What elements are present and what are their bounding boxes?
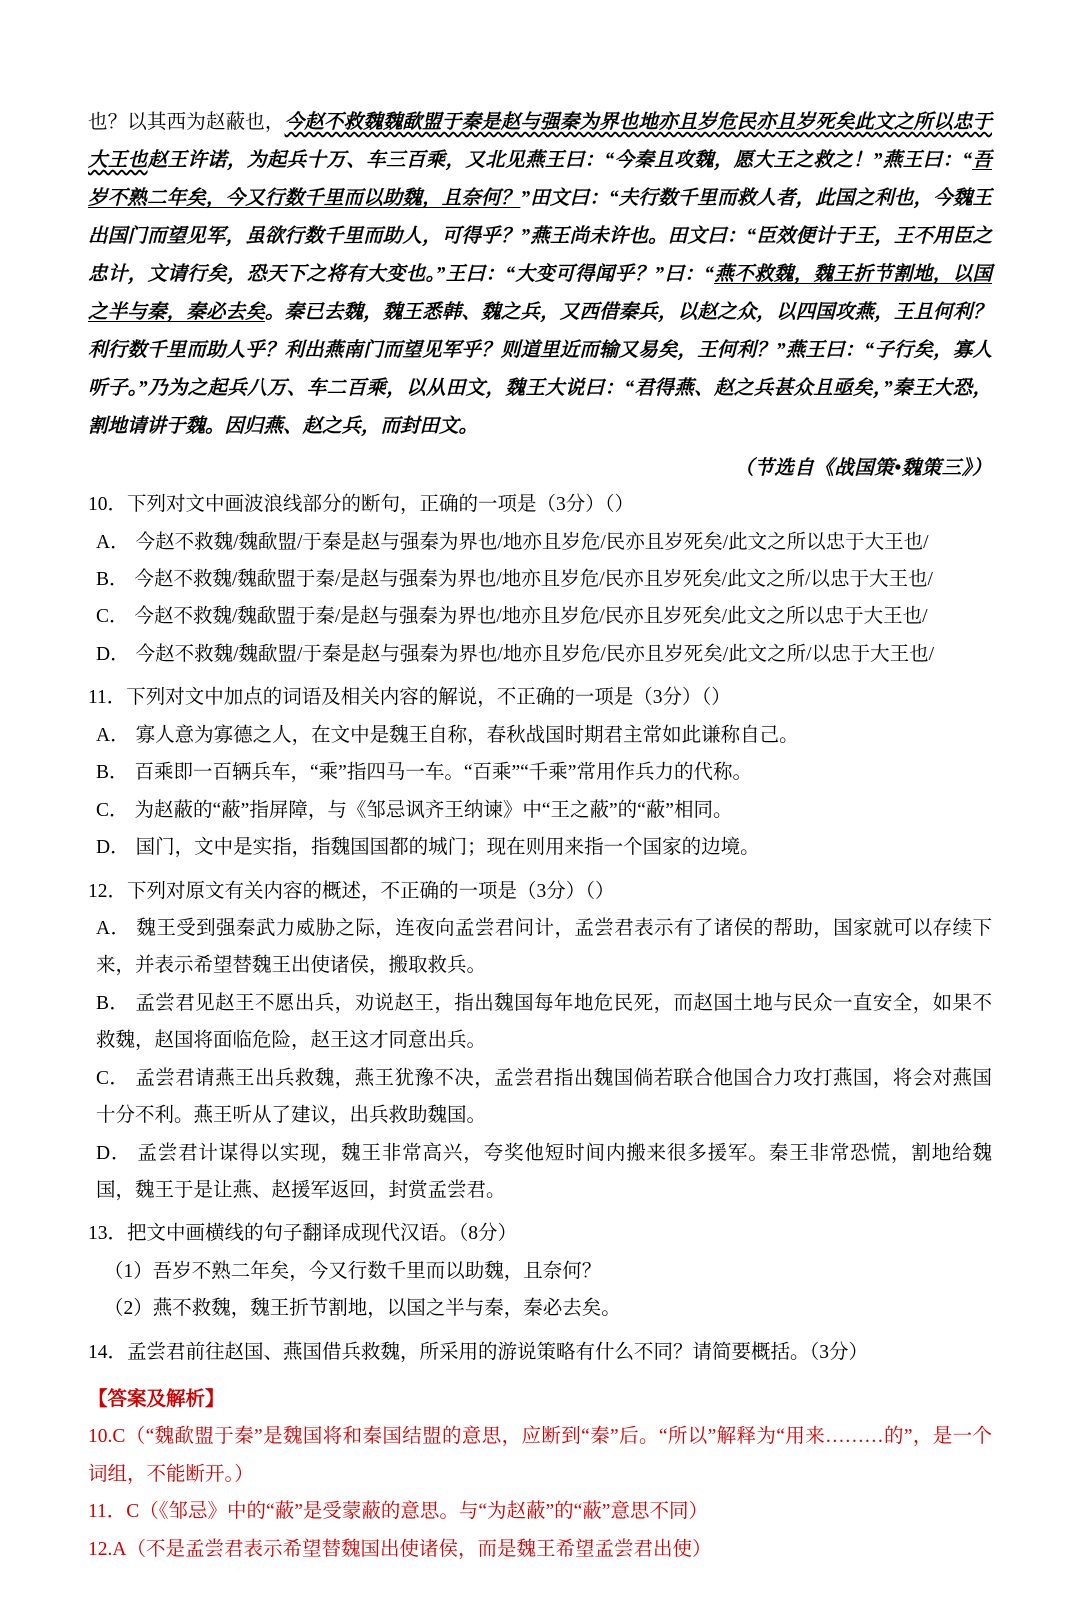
passage-underline-2: 燕不救魏，魏王折节割地，以国之半与秦，秦必去矣 [88, 264, 992, 324]
question-10-option-c[interactable] [88, 598, 992, 635]
question-11-option-d[interactable] [88, 829, 992, 866]
option-text: 孟尝君见赵王不愿出兵，劝说赵王，指出魏国每年地危民死，而赵国土地与民众一直安全，如果不救魏，赵国将面临危险，赵王这才同意出兵。 [96, 992, 992, 1052]
answer-11: 11．C（《邹忌》中的“蔽”是受蒙蔽的意思。与“为赵蔽”的“蔽”意思不同） [88, 1501, 708, 1523]
question-10-option-d[interactable] [88, 636, 992, 673]
option-text: 魏王受到强秦武力威胁之际，连夜向孟尝君问计，孟尝君表示有了诸侯的帮助，国家就可以存续下来，并表示希望替魏王出使诸侯，搬取救兵。 [96, 917, 992, 977]
option-label: C． [96, 799, 129, 821]
question-11-option-c[interactable] [88, 792, 992, 829]
option-label: C． [96, 1067, 130, 1089]
option-label: B． [96, 992, 130, 1014]
question-13-item-1: （1）吾岁不熟二年矣，今又行数千里而以助魏，且奈何？ [104, 1260, 602, 1282]
passage-part3: ”田文曰：“夫行数千里而救人者，此国之利也，今魏王出国门而望见军，虽欲行数千里而助人，可得乎？”燕王尚未许也。田文曰：“臣效便计于王，王不用臣之忠计，文请行矣，恐天下之将有大变也。”王曰：“大变可得闻乎？”曰：“ [88, 188, 992, 286]
question-10-option-b[interactable] [88, 561, 992, 598]
option-text: 孟尝君请燕王出兵救魏，燕王犹豫不决，孟尝君指出魏国倘若联合他国合力攻打燕国，将会对燕国十分不利。燕王听从了建议，出兵救助魏国。 [96, 1067, 992, 1127]
question-12-option-d[interactable] [88, 1135, 992, 1210]
question-10-stem: 10．下列对文中画波浪线部分的断句，正确的一项是（3分）（） [88, 494, 635, 516]
option-text: 今赵不救魏/魏歃盟于秦/是赵与强秦为界也/地亦且岁危/民亦且岁死矣/此文之所以忠于大王也/ [134, 606, 928, 628]
option-text: 孟尝君计谋得以实现，魏王非常高兴，夸奖他短时间内搬来很多援军。秦王非常恐慌，割地给魏国，魏王于是让燕、赵援军返回，封赏孟尝君。 [96, 1142, 992, 1202]
passage-wavy-segment: 今赵不救魏魏歃盟于秦是赵与强秦为界也地亦且岁危民亦且岁死矣此文之所以忠于大王也 [88, 112, 992, 172]
passage-underline-1: 吾岁不熟二年矣，今又行数千里而以助魏，且奈何？ [88, 150, 992, 210]
option-label: C． [96, 606, 129, 628]
question-10-option-a[interactable] [88, 524, 992, 561]
question-12-stem: 12．下列对原文有关内容的概述，不正确的一项是（3分）（） [88, 880, 615, 902]
option-label: A． [96, 724, 130, 746]
option-text: 寡人意为寡德之人，在文中是魏王自称，春秋战国时期君主常如此谦称自己。 [135, 724, 799, 746]
option-label: D． [96, 837, 130, 859]
option-text: 百乘即一百辆兵车，“乘”指四马一车。“百乘”“千乘”常用作兵力的代称。 [134, 762, 752, 784]
option-text: 今赵不救魏/魏歃盟/于秦是赵与强秦为界也/地亦且岁危/民亦且岁死矣/此文之所/以忠于大王也/ [135, 643, 935, 665]
passage-source: （节选自《战国策•魏策三》） [734, 458, 992, 480]
classical-passage [88, 104, 992, 446]
answers-heading: 【答案及解析】 [88, 1389, 225, 1411]
answer-10: 10.C（“魏歃盟于秦”是魏国将和秦国结盟的意思，应断到“秦”后。“所以”解释为“用来………的”，是一个词组，不能断开。） [88, 1426, 992, 1485]
passage-part2: 赵王许诺，为起兵十万、车三百乘，又北见燕王曰：“今秦且攻魏，愿大王之救之！”燕王曰：“ [147, 150, 973, 172]
answer-12: 12.A（不是孟尝君表示希望替魏国出使诸侯，而是魏王希望孟尝君出使） [88, 1538, 712, 1560]
option-label: A． [96, 531, 130, 553]
option-text: 国门，文中是实指，指魏国国都的城门；现在则用来指一个国家的边境。 [135, 837, 760, 859]
option-label: D． [96, 1142, 132, 1164]
question-11-option-a[interactable] [88, 717, 992, 754]
option-label: B． [96, 762, 129, 784]
option-text: 今赵不救魏/魏歃盟于秦/是赵与强秦为界也/地亦且岁危/民亦且岁死矣/此文之所/以忠于大王也/ [134, 569, 933, 591]
question-12-option-b[interactable] [88, 985, 992, 1060]
question-12-option-a[interactable] [88, 910, 992, 985]
passage-part4: 。秦已去魏，魏王悉韩、魏之兵，又西借秦兵，以赵之众，以四国攻燕，王且何利？利行数千里而助人乎？利出燕南门而望见军乎？则道里近而输又易矣，王何利？”燕王曰：“子行矣，寡人听子。”乃为之起兵八万、车二百乘，以从田文，魏王大说曰：“君得燕、赵之兵甚众且亟矣，”秦王大恐，割地请讲于魏。因归燕、赵之兵，而封田文。 [88, 302, 992, 438]
option-label: B． [96, 569, 129, 591]
passage-lead: 也？以其西为赵蔽也， [88, 112, 285, 133]
question-11-option-b[interactable] [88, 754, 992, 791]
question-14-stem: 14．孟尝君前往赵国、燕国借兵救魏，所采用的游说策略有什么不同？请简要概括。（3分） [88, 1341, 869, 1363]
question-13-stem: 13．把文中画横线的句子翻译成现代汉语。（8分） [88, 1223, 518, 1245]
option-text: 今赵不救魏/魏歃盟/于秦是赵与强秦为界也/地亦且岁危/民亦且岁死矣/此文之所以忠于大王也/ [135, 531, 929, 553]
option-text: 为赵蔽的“蔽”指屏障，与《邹忌讽齐王纳谏》中“王之蔽”的“蔽”相同。 [134, 799, 733, 821]
question-12-option-c[interactable] [88, 1060, 992, 1135]
option-label: D． [96, 643, 130, 665]
option-label: A． [96, 917, 131, 939]
question-11-stem: 11．下列对文中加点的词语及相关内容的解说，不正确的一项是（3分）（） [88, 687, 731, 709]
question-13-item-2: （2）燕不救魏，魏王折节割地，以国之半与秦，秦必去矣。 [104, 1298, 621, 1320]
